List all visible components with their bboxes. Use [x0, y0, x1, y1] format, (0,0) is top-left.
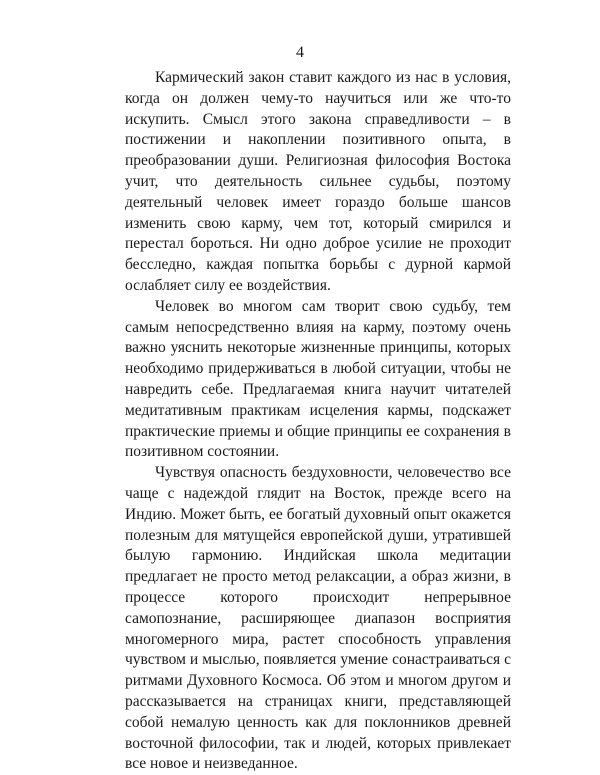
page-number: 4 — [296, 44, 304, 61]
page-body — [125, 68, 511, 775]
paragraph: Человек во многом сам творит свою судьбу, тем самым непосредственно влияя на карму, поэтому очень важно уяснить некоторые жизненные принципы, которых необходимо придерживаться в любой ситуации, чтобы не навредить себе. Предлагаемая книга научит читателей медитативным практикам исцеления кармы, подскажет практические приемы и общие принципы ее сохранения в позитивном состоянии. — [125, 297, 511, 461]
paragraph: Чувствуя опасность бездуховности, человечество все чаще с надеждой глядит на Восток, прежде всего на Индию. Может быть, ее богатый духовный опыт окажется полезным для мятущейся европейской души, утратившей былую гармонию. Индийская школа медитации предлагает не просто метод релаксации, а образ жизни, в процессе которого происходит непрерывное самопознание, расширяющее диапазон восприятия многомерного мира, растет способность управления чувством и мыслью, появляется умение сонастраиваться с ритмами Духовного Космоса. Об этом и многом другом и рассказывается на страницах книги, представляющей собой немалую ценность как для поклонников древней восточной философии, так и людей, которых привлекает все новое и неизведанное. — [125, 464, 511, 773]
paragraph: Кармический закон ставит каждого из нас в условия, когда он должен чему-то научиться или же что-то искупить. Смысл этого закона справедливости – в постижении и накоплении позитивного опыта, в преобразовании души. Религиозная философия Востока учит, что деятельность сильнее судьбы, поэтому деятельный человек имеет гораздо больше шансов изменить свою карму, чем тот, который смирился и перестал бороться. Ни одно доброе усилие не проходит бесследно, каждая попытка борьбы с дурной кармой ослабляет силу ее воздействия. — [125, 69, 511, 294]
